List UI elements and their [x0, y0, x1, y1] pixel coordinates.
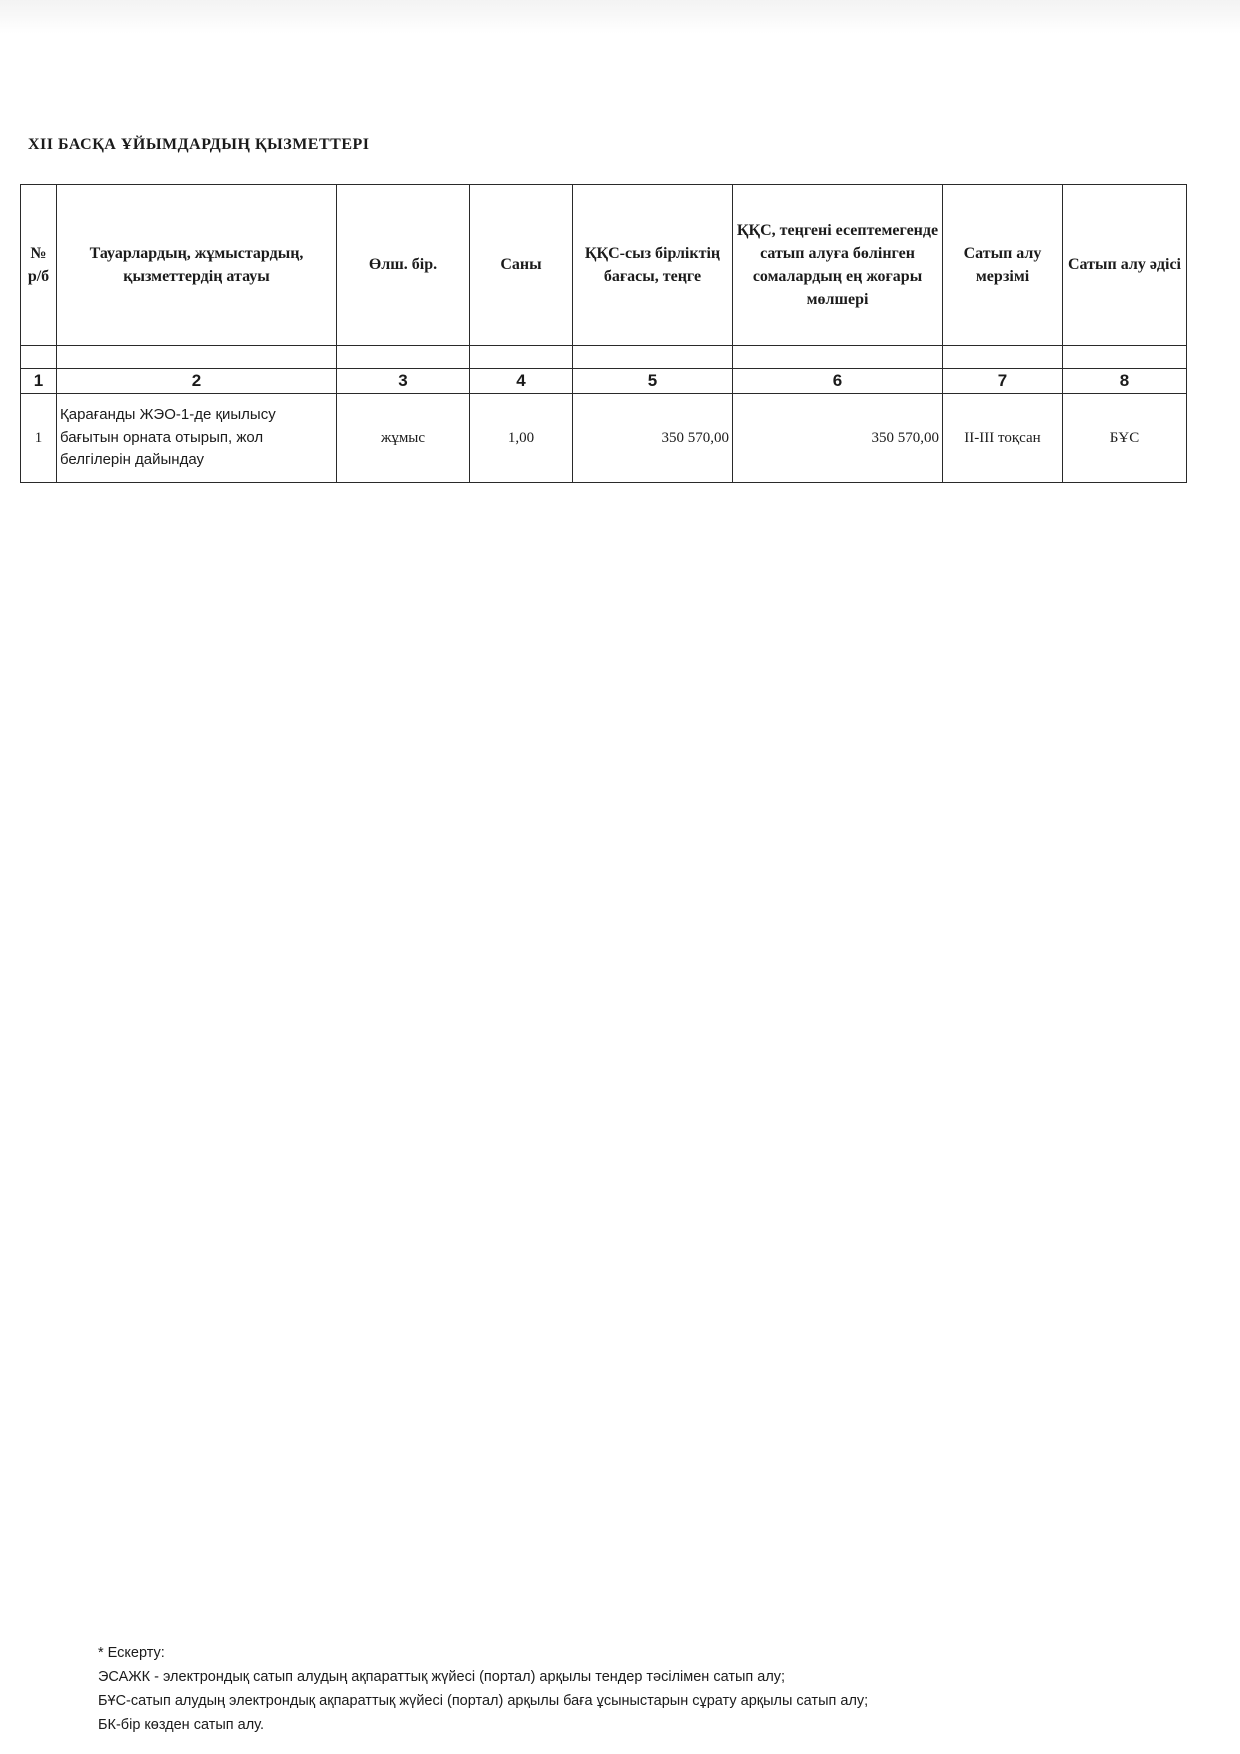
column-number: 6: [733, 369, 943, 394]
header-row: [21, 185, 1187, 346]
column-number: 8: [1063, 369, 1187, 394]
header-name: Тауарлардың, жұмыстардың, қызметтердің атауы: [57, 185, 337, 346]
column-number: 4: [470, 369, 573, 394]
row-number: 1: [21, 394, 57, 483]
header-total: ҚҚС, теңгені есептемегенде сатып алуға бөлінген сомалардың ең жоғары мөлшері: [733, 185, 943, 346]
header-unit: Өлш. бір.: [337, 185, 470, 346]
header-period: Сатып алу мерзімі: [943, 185, 1063, 346]
column-number: 7: [943, 369, 1063, 394]
section-title: XII БАСҚА ҰЙЫМДАРДЫҢ ҚЫЗМЕТТЕРІ: [28, 136, 370, 153]
table-row: [21, 394, 1187, 483]
item-qty: 1,00: [470, 394, 573, 483]
footnotes: [98, 1641, 868, 1737]
procurement-table: [20, 184, 1187, 483]
notes-title: * Ескерту:: [98, 1645, 165, 1661]
item-total: 350 570,00: [733, 394, 943, 483]
item-period: II-III тоқсан: [943, 394, 1063, 483]
header-qty: Саны: [470, 185, 573, 346]
spacer-row: [21, 346, 1187, 369]
header-method: Сатып алу әдісі: [1063, 185, 1187, 346]
note-line: ЭСАЖК - электрондық сатып алудың ақпараттық жүйесі (портал) арқылы тендер тәсілімен сатып алу;: [98, 1669, 786, 1685]
column-number: 2: [57, 369, 337, 394]
item-unit: жұмыс: [337, 394, 470, 483]
column-number: 1: [21, 369, 57, 394]
column-number: 3: [337, 369, 470, 394]
column-number: 5: [573, 369, 733, 394]
note-line: БҰС-сатып алудың электрондық ақпараттық жүйесі (портал) арқылы баға ұсыныстарын сұрату арқылы сатып алу;: [98, 1693, 869, 1709]
note-line: БК-бір көзден сатып алу.: [98, 1717, 264, 1733]
column-number-row: [21, 369, 1187, 394]
header-no: № р/б: [21, 185, 57, 346]
item-name: Қарағанды ЖЭО-1-де қиылысу бағытын орната отырып, жол белгілерін дайындау: [57, 394, 337, 483]
item-method: БҰС: [1063, 394, 1187, 483]
header-unit-price: ҚҚС-сыз бірліктің бағасы, теңге: [573, 185, 733, 346]
item-unit-price: 350 570,00: [573, 394, 733, 483]
scan-edge-shadow: [0, 0, 1240, 34]
